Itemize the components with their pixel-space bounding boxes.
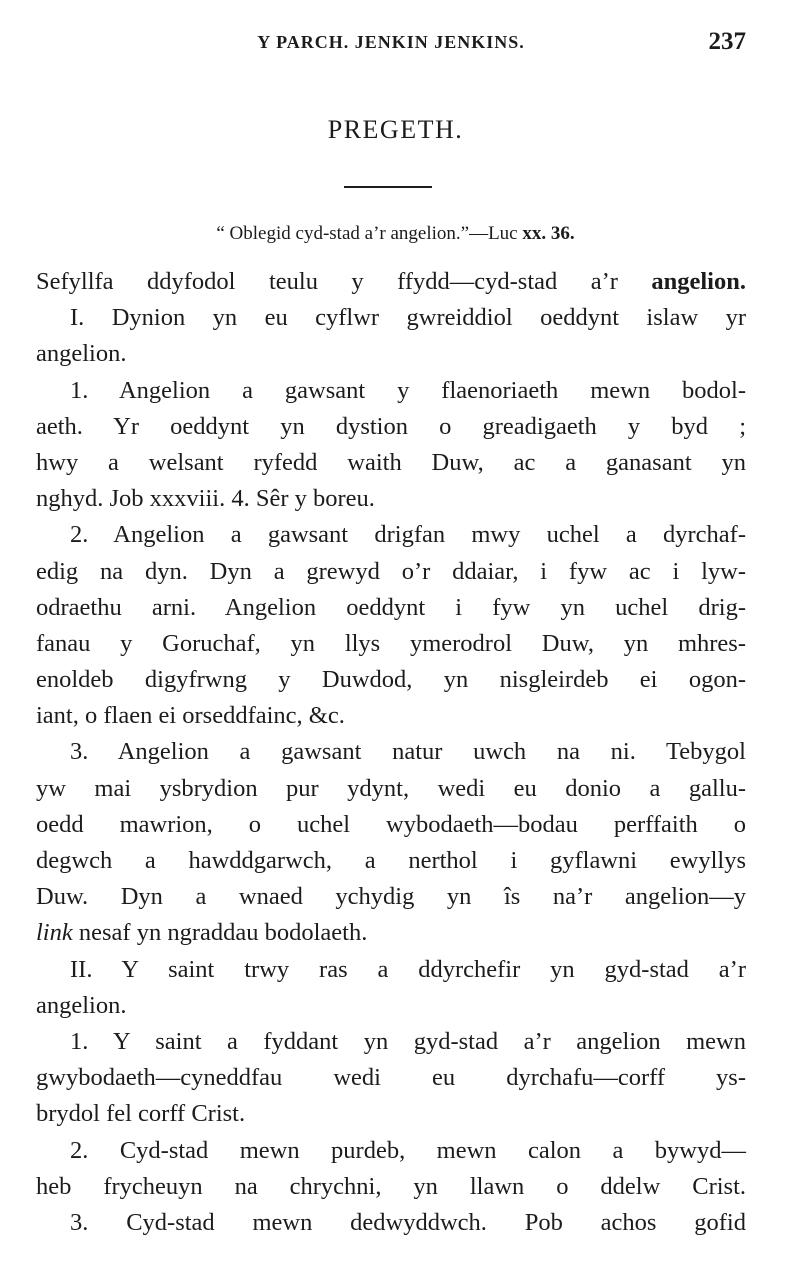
- body-line: 2. Cyd-stad mewn purdeb, mewn calon a bywyd—: [70, 1136, 746, 1164]
- body-line: heb frycheuyn na chrychni, yn llawn o ddelw Crist.: [36, 1172, 746, 1200]
- body-line: 1. Y saint a fyddant yn gyd-stad a’r angelion mewn: [70, 1027, 746, 1055]
- body-line: I. Dynion yn eu cyflwr gwreiddiol oeddynt islaw yr: [70, 304, 746, 332]
- page-number: 237: [708, 28, 746, 55]
- body-line: 3. Angelion a gawsant natur uwch na ni. Tebygol: [70, 738, 746, 766]
- sermon-title: PREGETH.: [327, 115, 464, 144]
- body-line: 3. Cyd-stad mewn dedwyddwch. Pob achos gofid: [70, 1208, 746, 1236]
- body-line: aeth. Yr oeddynt yn dystion o greadigaeth y byd ;: [36, 412, 746, 440]
- epigraph: [0, 223, 791, 245]
- body-line: link nesaf yn ngraddau bodolaeth.: [36, 919, 368, 947]
- sermon-body-text: [36, 264, 746, 1241]
- body-line: angelion.: [36, 340, 127, 368]
- running-head: [36, 28, 746, 58]
- body-line: enoldeb digyfrwng y Duwdod, yn nisgleirdeb ei ogon-: [36, 666, 746, 694]
- body-line: iant, o flaen ei orseddfainc, &c.: [36, 702, 345, 730]
- body-line: fanau y Goruchaf, yn llys ymerodrol Duw, yn mhres-: [36, 629, 746, 657]
- running-head-title: Y PARCH. JENKIN JENKINS.: [257, 32, 525, 52]
- body-line: 2. Angelion a gawsant drigfan mwy uchel a dyrchaf-: [70, 521, 746, 549]
- body-line: gwybodaeth—cyneddfau wedi eu dyrchafu—corff ys-: [36, 1064, 746, 1092]
- epigraph-quote: “ Oblegid cyd-stad a’r angelion.”—Luc: [216, 223, 523, 244]
- body-line: degwch a hawddgarwch, a nerthol i gyflawni ewyllys: [36, 847, 746, 874]
- body-line: Sefyllfa ddyfodol teulu y ffydd—cyd-stad a’r angelion.: [36, 268, 746, 295]
- body-line: edig na dyn. Dyn a grewyd o’r ddaiar, i fyw ac i lyw-: [36, 557, 746, 585]
- body-line: 1. Angelion a gawsant y flaenoriaeth mewn bodol-: [70, 376, 746, 404]
- body-line: II. Y saint trwy ras a ddyrchefir yn gyd-stad a’r: [70, 955, 746, 983]
- body-line: oedd mawrion, o uchel wybodaeth—bodau perffaith o: [36, 810, 746, 838]
- title-divider-rule: [344, 186, 432, 188]
- body-line: odraethu arni. Angelion oeddynt i fyw yn uchel drig-: [36, 593, 746, 621]
- body-line: nghyd. Job xxxviii. 4. Sêr y boreu.: [36, 485, 375, 513]
- body-line: yw mai ysbrydion pur ydynt, wedi eu donio a gallu-: [36, 774, 746, 802]
- epigraph-reference: xx. 36.: [522, 223, 575, 244]
- body-line: angelion.: [36, 991, 127, 1019]
- body-line: hwy a welsant ryfedd waith Duw, ac a ganasant yn: [36, 448, 746, 476]
- body-line: Duw. Dyn a wnaed ychydig yn îs na’r angelion—y: [36, 883, 746, 911]
- body-line: brydol fel corff Crist.: [36, 1100, 246, 1128]
